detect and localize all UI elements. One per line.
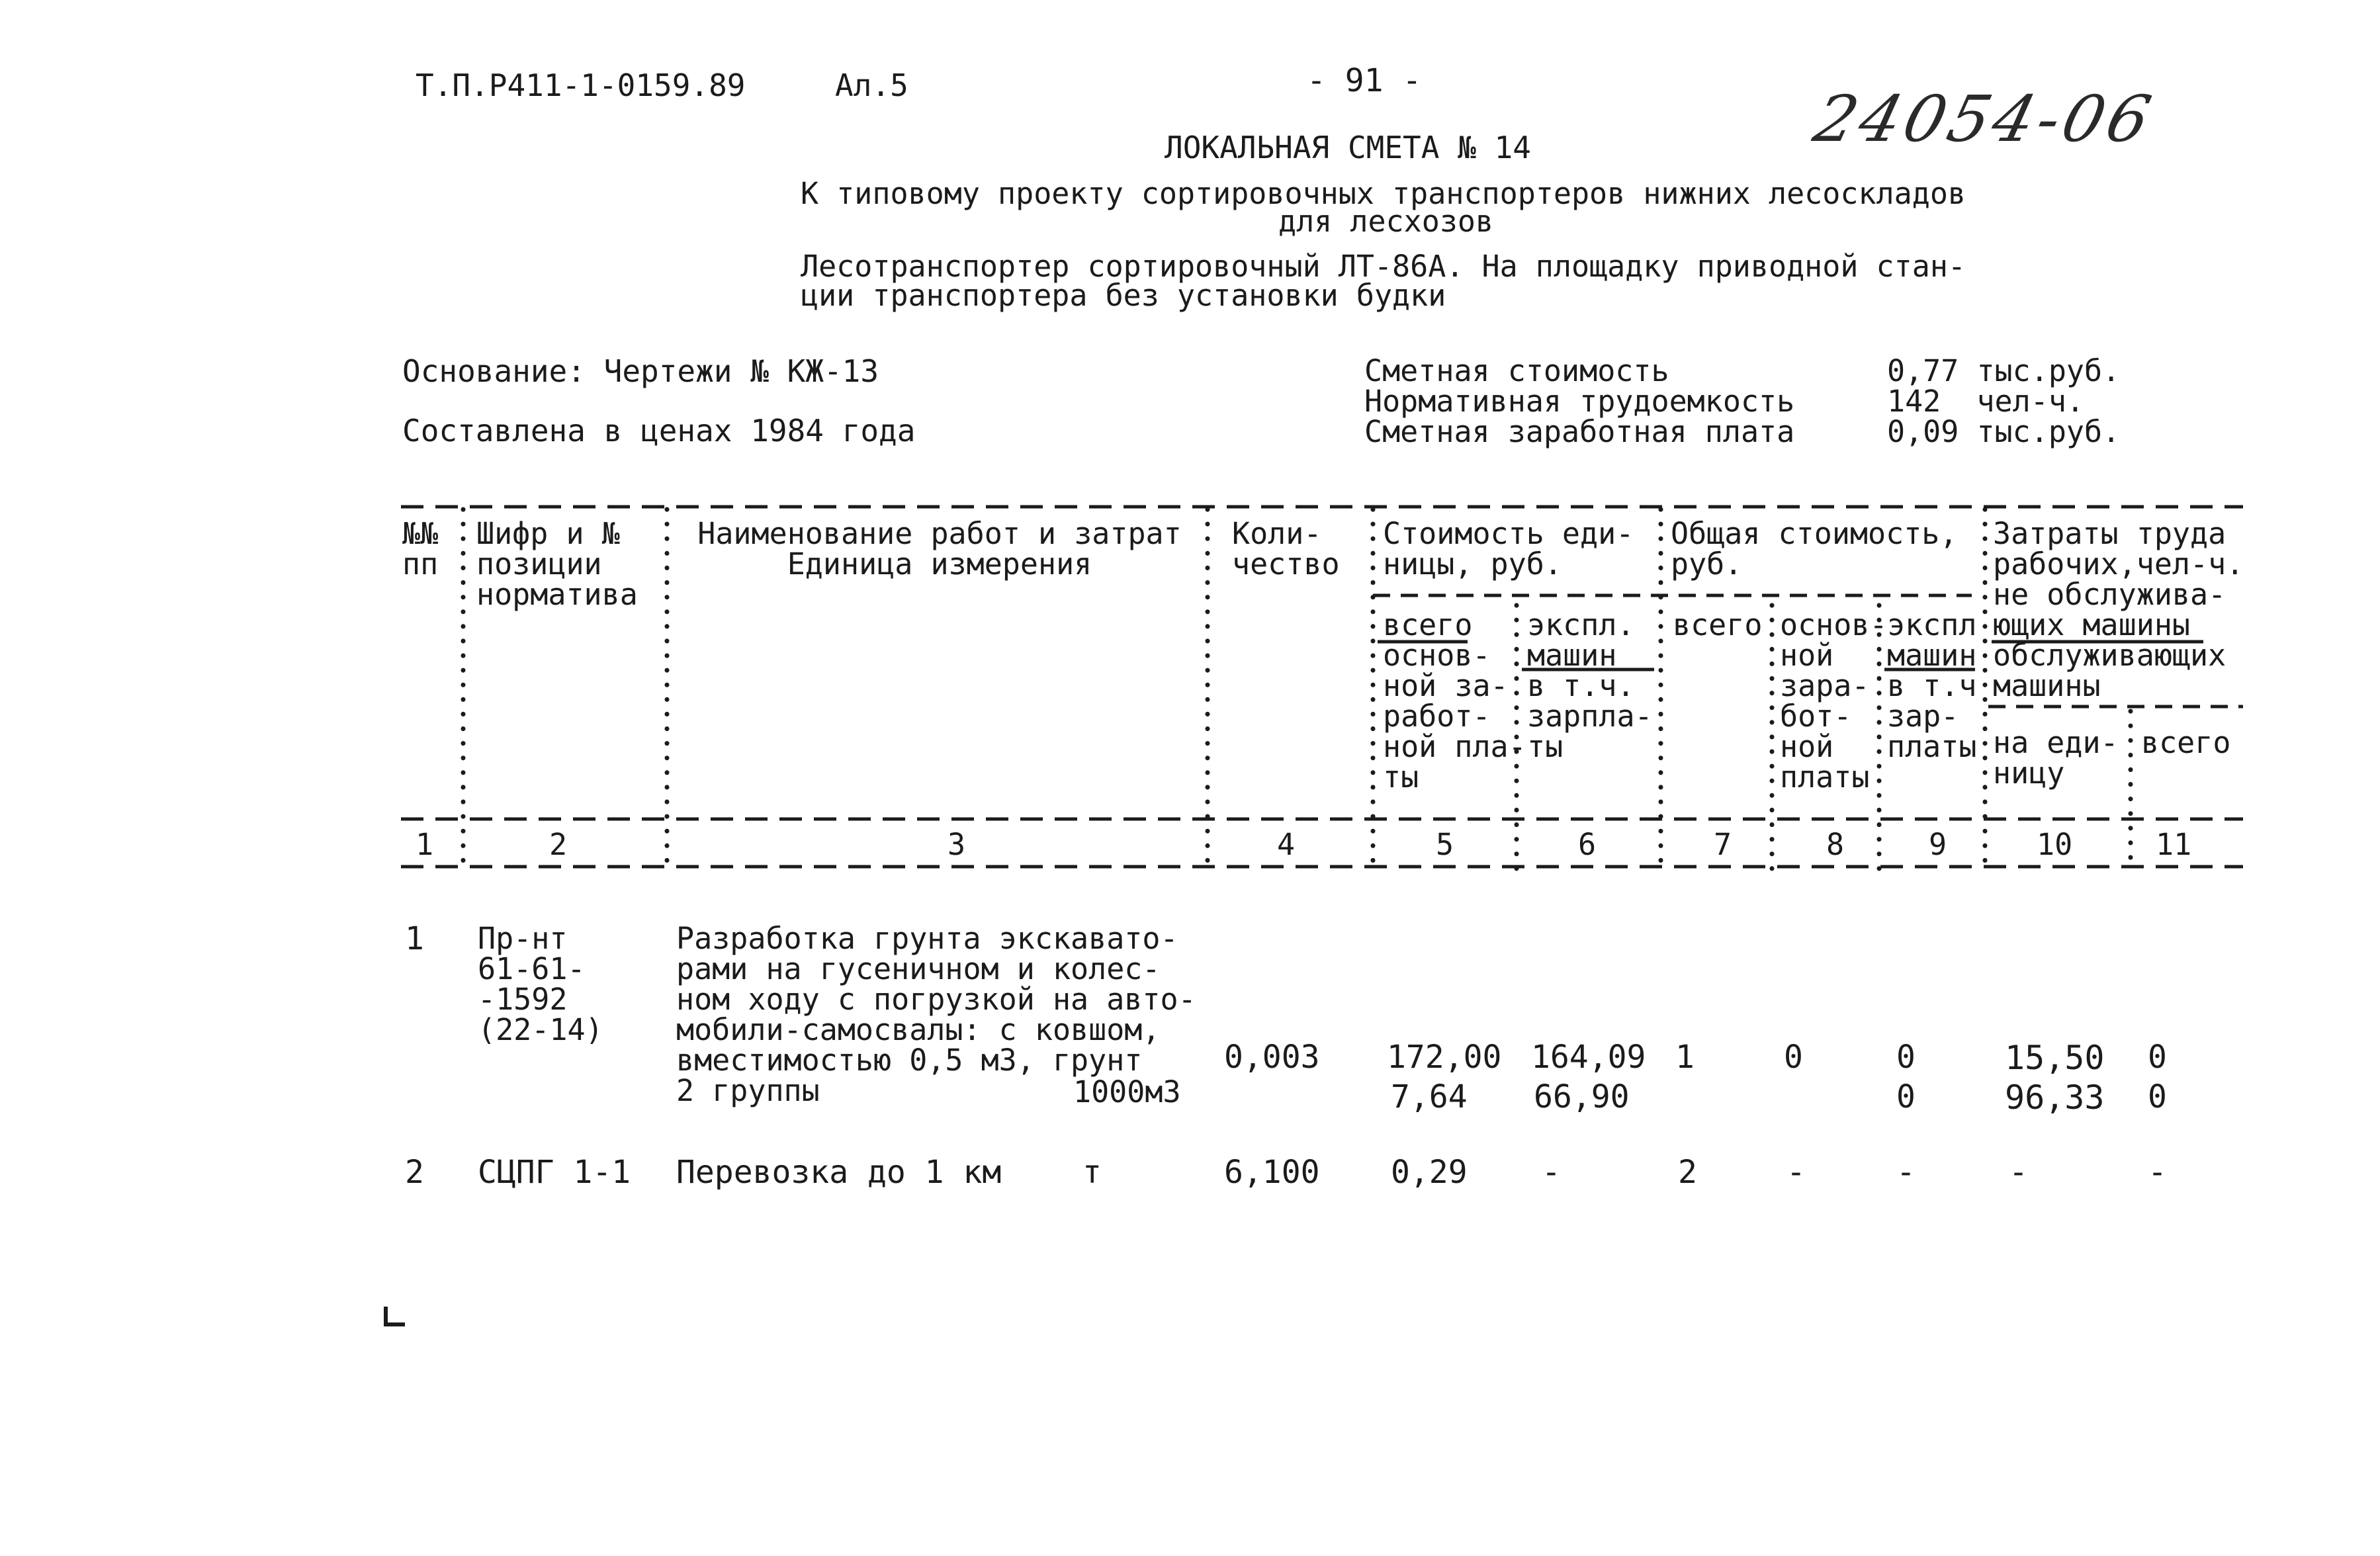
- summary-cost-value: 0,77 тыс.руб.: [1887, 353, 2121, 388]
- col-number-3: 3: [948, 827, 966, 862]
- col-number-6: 6: [1578, 827, 1597, 862]
- summary-labor-label: Нормативная трудоемкость: [1364, 384, 1795, 419]
- header-total-cost-machines: экспл машин в т.ч зар- платы: [1887, 607, 1977, 764]
- table-row-1-code: Пр-нт 61-61- -1592 (22-14): [478, 921, 603, 1047]
- document-code: Т.П.Р411-1-0159.89: [416, 67, 746, 103]
- table-row-1-unit-cost-machine-wages: 66,90: [1534, 1078, 1630, 1115]
- table-row-1-labor-per-unit-machines: 96,33: [2005, 1078, 2105, 1117]
- header-total-cost-all: всего: [1673, 607, 1763, 642]
- table-row-2-unit-cost-machines: -: [1542, 1154, 1561, 1191]
- table-row-2-total-machines: -: [1896, 1154, 1916, 1191]
- table-row-2-unit-cost-total: 0,29: [1391, 1154, 1468, 1191]
- header-col-number: №№ пп: [402, 516, 439, 582]
- header-unit-cost-total: всего основ- ной за- работ- ной пла- ты: [1383, 607, 1526, 795]
- table-row-2-labor-total: -: [2148, 1154, 2167, 1191]
- col-number-2: 2: [549, 827, 568, 862]
- table-row-1-unit-cost-wages: 7,64: [1391, 1078, 1468, 1115]
- header-labor-per-unit: на еди- ницу: [1993, 725, 2119, 791]
- header-unit-cost-machines: экспл. машин в т.ч. зарпла- ты: [1527, 607, 1653, 764]
- col-number-5: 5: [1436, 827, 1454, 862]
- summary-cost-label: Сметная стоимость: [1364, 353, 1669, 388]
- table-row-2-code: СЦПГ 1-1: [478, 1154, 631, 1191]
- table-row-2-labor-per-unit: -: [2009, 1154, 2028, 1191]
- table-row-2-unit: т: [1082, 1154, 1102, 1191]
- handwritten-number: 24054-06: [1807, 82, 2162, 156]
- header-total-cost-wages: основ- ной зара- бот- ной платы: [1780, 607, 1888, 795]
- col-number-7: 7: [1714, 827, 1732, 862]
- estimate-title: ЛОКАЛЬНАЯ СМЕТА № 14: [1165, 130, 1531, 165]
- col-number-11: 11: [2156, 827, 2192, 862]
- table-row-1-name: Разработка грунта экскавато- рами на гусеничном и колес- ном ходу с погрузкой на авто- мобили-самосвалы: с ковшом, вместимостью 0,5 м3, грунт 2 группы: [676, 921, 1196, 1108]
- header-labor-total: всего: [2141, 725, 2231, 760]
- corner-mark: [386, 1307, 405, 1324]
- table-row-2-total-wages: -: [1786, 1154, 1806, 1191]
- table-row-1-total-cost: 1: [1675, 1039, 1695, 1076]
- col-number-4: 4: [1277, 827, 1296, 862]
- table-row-1-labor-per-unit: 15,50: [2005, 1039, 2105, 1077]
- object-line-2: ции транспортера без установки будки: [801, 278, 1446, 313]
- album-number: Ал.5: [835, 67, 908, 103]
- basis-prices: Составлена в ценах 1984 года: [402, 413, 916, 449]
- table-row-1-quantity: 0,003: [1224, 1039, 1320, 1076]
- table-row-2-number: 2: [405, 1154, 424, 1191]
- table-row-1-unit: 1000м3: [1073, 1074, 1181, 1109]
- table-row-1-total-machines: 0: [1896, 1039, 1916, 1076]
- object-line-1: Лесотранспортер сортировочный ЛТ-86А. На площадку приводной стан-: [801, 249, 1966, 284]
- table-row-1-total-machine-wages: 0: [1896, 1078, 1916, 1115]
- table-row-2-name: Перевозка до 1 км: [676, 1154, 1002, 1191]
- summary-wage-value: 0,09 тыс.руб.: [1887, 414, 2121, 449]
- header-labor: Затраты труда рабочих,чел-ч. не обслужива- ющих машины обслуживающих машины: [1993, 516, 2244, 703]
- page-number: - 91 -: [1307, 62, 1422, 99]
- table-row-1-unit-cost-machines: 164,09: [1531, 1039, 1646, 1076]
- table-row-1-number: 1: [405, 920, 424, 957]
- col-number-10: 10: [2037, 827, 2073, 862]
- col-number-1: 1: [416, 827, 434, 862]
- subtitle-line-1: К типовому проекту сортировочных транспортеров нижних лесоскладов: [801, 176, 1966, 211]
- basis-drawings: Основание: Чертежи № КЖ-13: [402, 353, 879, 389]
- col-number-8: 8: [1826, 827, 1845, 862]
- header-unit-cost: Стоимость еди- ницы, руб.: [1383, 516, 1634, 582]
- table-row-1-unit-cost-total: 172,00: [1387, 1039, 1502, 1076]
- summary-labor-value: 142 чел-ч.: [1887, 384, 2085, 419]
- subtitle-line-2: для лесхозов: [1278, 204, 1494, 239]
- header-total-cost: Общая стоимость, руб.: [1671, 516, 1958, 582]
- header-col-quantity: Коли- чество: [1232, 516, 1340, 582]
- table-row-2-quantity: 6,100: [1224, 1154, 1320, 1191]
- header-col-name: Наименование работ и затрат Единица измерения: [697, 516, 1182, 582]
- summary-wage-label: Сметная заработная плата: [1364, 414, 1795, 449]
- table-row-1-labor-total: 0: [2148, 1039, 2167, 1076]
- col-number-9: 9: [1929, 827, 1947, 862]
- table-row-2-total-cost: 2: [1678, 1154, 1697, 1191]
- table-row-1-total-wages: 0: [1784, 1039, 1803, 1076]
- header-col-code: Шифр и № позиции норматива: [476, 516, 638, 612]
- table-row-1-labor-total-machines: 0: [2148, 1078, 2167, 1115]
